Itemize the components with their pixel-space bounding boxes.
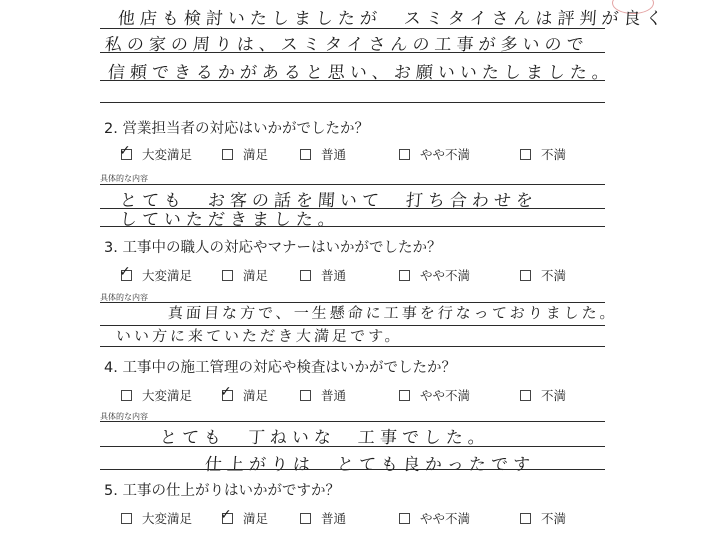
q4-comment-line-2: 仕上がりは とても良かったです [204, 455, 536, 475]
q3-options [0, 263, 720, 284]
option-label: 大変満足 [142, 511, 193, 526]
option-label: 満足 [243, 511, 269, 526]
ruled-line [100, 52, 605, 53]
option-label: やや不満 [420, 511, 471, 526]
ruled-line [100, 208, 605, 209]
ruled-line [100, 421, 605, 422]
q3-comment-line-2: いい方に来ていただき大満足です。 [115, 327, 404, 345]
option-label: やや不満 [420, 388, 471, 403]
option-label: 普通 [321, 511, 347, 526]
check-mark-icon: ✓ [220, 383, 232, 400]
ruled-line [100, 446, 605, 447]
ruled-line [100, 102, 605, 103]
checkbox[interactable] [300, 270, 311, 281]
top-comment-line-1: 他店も検討いたしましたが スミタイさんは評判が良く [117, 9, 669, 29]
option-label: 普通 [321, 388, 347, 403]
checkbox[interactable] [520, 513, 531, 524]
question-2: 2. 営業担当者の対応はいかがでしたか？ [104, 121, 369, 137]
q2-option-dissatisfied[interactable] [520, 145, 566, 163]
q3-option-very-satisfied[interactable] [119, 263, 193, 284]
checkbox[interactable] [399, 149, 410, 160]
checkbox[interactable] [220, 383, 233, 401]
checkbox[interactable] [222, 270, 233, 281]
q5-option-slightly-dissatisfied[interactable] [399, 509, 470, 527]
option-label: やや不満 [420, 268, 471, 283]
q5-option-neutral[interactable] [300, 509, 346, 527]
q2-option-very-satisfied[interactable] [119, 142, 193, 163]
checkbox[interactable] [399, 390, 410, 401]
q2-option-slightly-dissatisfied[interactable] [399, 145, 470, 163]
option-label: 不満 [541, 388, 567, 403]
option-label: 不満 [541, 511, 567, 526]
ruled-line [100, 80, 605, 81]
q2-comment-line-2: していただきました。 [119, 210, 341, 230]
option-label: 普通 [321, 147, 347, 162]
checkbox[interactable] [222, 149, 233, 160]
checkbox[interactable] [399, 270, 410, 281]
checkbox[interactable] [300, 149, 311, 160]
option-label: 普通 [321, 268, 347, 283]
ruled-line [100, 346, 605, 347]
option-label: 不満 [541, 268, 567, 283]
option-label: 満足 [243, 268, 269, 283]
q5-option-dissatisfied[interactable] [520, 509, 566, 527]
q4-comment-line-1: とても 丁ねいな 工事でした。 [159, 428, 491, 448]
checkbox[interactable] [300, 513, 311, 524]
q5-options [0, 506, 720, 527]
option-label: やや不満 [420, 147, 471, 162]
ruled-line [100, 28, 605, 29]
ruled-line [100, 184, 605, 185]
checkbox[interactable] [119, 263, 132, 281]
checkbox[interactable] [520, 270, 531, 281]
check-mark-icon: ✓ [220, 506, 232, 523]
option-label: 大変満足 [142, 388, 193, 403]
top-comment-line-3: 信頼できるかがあると思い、お願いいたしました。 [107, 63, 615, 83]
q3-option-dissatisfied[interactable] [520, 266, 566, 284]
option-label: 大変満足 [142, 268, 193, 283]
q4-option-satisfied[interactable] [220, 383, 269, 404]
q4-option-very-satisfied[interactable] [121, 386, 192, 404]
checkbox[interactable] [300, 390, 311, 401]
q5-option-satisfied[interactable] [220, 506, 269, 527]
check-mark-icon: ✓ [119, 263, 131, 280]
ruled-line [100, 469, 605, 470]
q3-option-neutral[interactable] [300, 266, 346, 284]
question-5: 5. 工事の仕上がりはいかがですか？ [104, 483, 340, 499]
q4-option-dissatisfied[interactable] [520, 386, 566, 404]
check-mark-icon: ✓ [119, 142, 131, 159]
q4-detail-label: 具体的な内容 [100, 412, 148, 421]
q2-options [0, 142, 720, 163]
top-comment-line-2: 私の家の周りは、スミタイさんの工事が多いので [104, 35, 590, 55]
q3-detail-label: 具体的な内容 [100, 293, 148, 302]
q4-option-neutral[interactable] [300, 386, 346, 404]
q2-option-satisfied[interactable] [222, 145, 268, 163]
checkbox[interactable] [399, 513, 410, 524]
checkbox[interactable] [220, 506, 233, 524]
checkbox[interactable] [121, 390, 132, 401]
checkbox[interactable] [520, 390, 531, 401]
option-label: 不満 [541, 147, 567, 162]
option-label: 満足 [243, 388, 269, 403]
q3-option-slightly-dissatisfied[interactable] [399, 266, 470, 284]
question-3: 3. 工事中の職人の対応やマナーはいかがでしたか？ [104, 240, 442, 256]
ruled-line [100, 226, 605, 227]
q3-option-satisfied[interactable] [222, 266, 268, 284]
q4-option-slightly-dissatisfied[interactable] [399, 386, 470, 404]
q2-option-neutral[interactable] [300, 145, 346, 163]
checkbox[interactable] [121, 513, 132, 524]
q2-comment-line-1: とても お客の話を聞いて 打ち合わせを [119, 191, 539, 211]
option-label: 満足 [243, 147, 269, 162]
question-4: 4. 工事中の施工管理の対応や検査はいかがでしたか？ [104, 360, 456, 376]
q3-comment-line-1: 真面目な方で、一生懸命に工事を行なっておりました。 [167, 304, 619, 322]
q5-option-very-satisfied[interactable] [121, 509, 192, 527]
option-label: 大変満足 [142, 147, 193, 162]
checkbox[interactable] [520, 149, 531, 160]
q4-options [0, 383, 720, 404]
q2-detail-label: 具体的な内容 [100, 174, 148, 183]
checkbox[interactable] [119, 142, 132, 160]
